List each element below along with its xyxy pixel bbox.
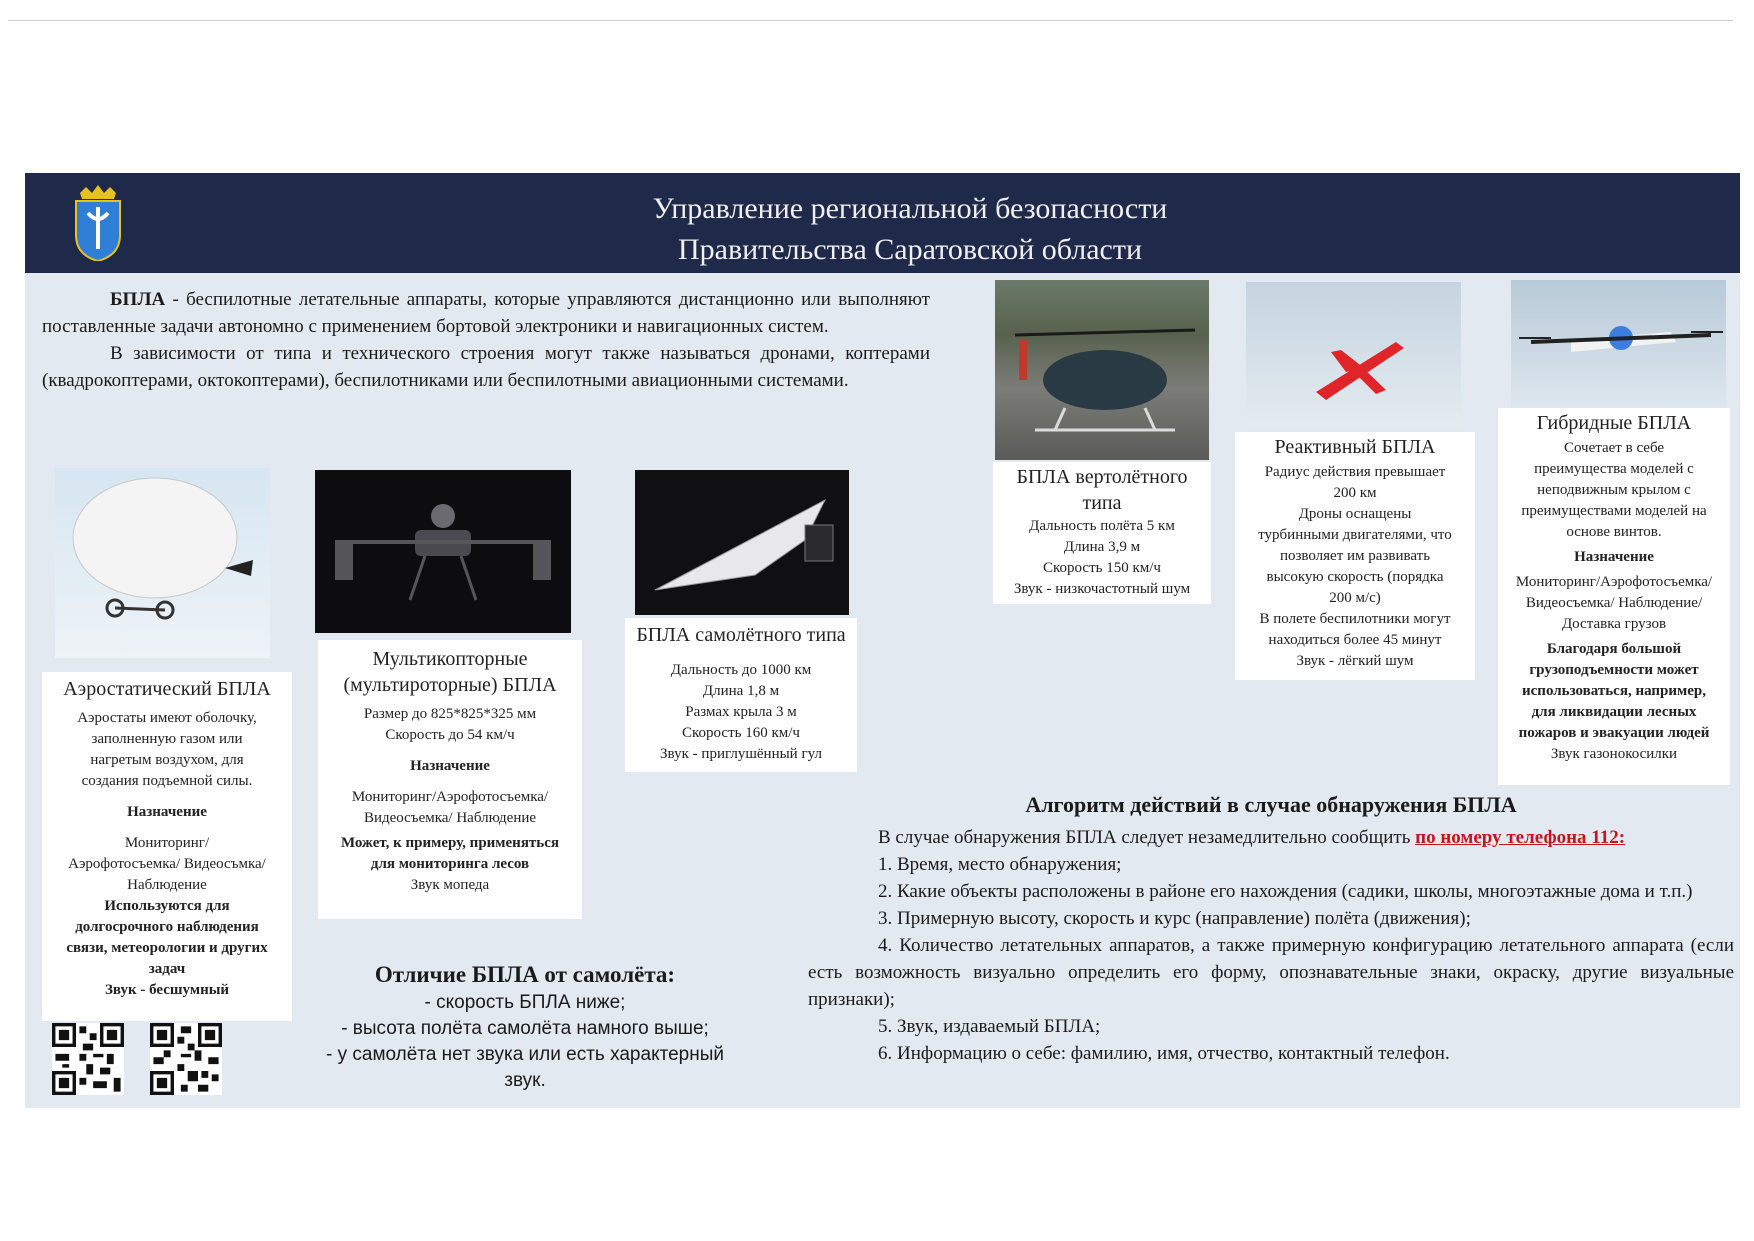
card-hybrid-note: использоваться, например, [1522, 683, 1706, 699]
card-fixed-wing-spec: Размах крыла 3 м [685, 704, 797, 720]
card-jet-text: 200 км [1333, 485, 1377, 501]
card-helicopter-sound: Звук - низкочастотный шум [1013, 581, 1191, 597]
jet-image [1246, 282, 1461, 427]
card-aerostatic-purpose: Наблюдение [127, 877, 207, 893]
difference-item: - у самолёта нет звука или есть характерный [326, 1044, 724, 1065]
algorithm-step: 2. Какие объекты расположены в районе его нахождения (садики, школы, многоэтажные дома и т.п.) [878, 881, 1693, 902]
card-aerostatic-note: Используются для [104, 898, 230, 914]
card-hybrid-text: преимуществами моделей на [1521, 503, 1707, 519]
card-multicopter-purpose: Мониторинг/Аэрофотосъемка/ [351, 789, 549, 805]
algorithm-step: 4. Количество летательных аппаратов, а также примерную конфигурацию летательного аппарата (если есть возможность визуально определить его форму, опознавательные знаки, окраску, другие визуальные признаки); [808, 935, 1734, 1010]
card-aerostatic-text: Аэростаты имеют оболочку, [77, 710, 257, 726]
card-multicopter-spec: Размер до 825*825*325 мм [363, 706, 537, 722]
intro-text [42, 286, 930, 394]
card-hybrid-text: преимущества моделей с [1534, 461, 1694, 477]
card-aerostatic-purpose: Мониторинг/ [124, 835, 210, 851]
card-helicopter [993, 462, 1211, 604]
title-line-1: Управление региональной безопасности [652, 192, 1168, 225]
saratov-emblem-icon [70, 185, 126, 261]
card-fixed-wing [625, 618, 857, 772]
card-fixed-wing-title: БПЛА самолётного типа [636, 624, 846, 646]
card-aerostatic-note: связи, метеорологии и других [66, 940, 268, 956]
card-multicopter-note: Может, к примеру, применяться [340, 835, 560, 851]
card-aerostatic-note: задач [148, 961, 186, 977]
algorithm-step: 5. Звук, издаваемый БПЛА; [878, 1016, 1101, 1037]
algorithm-step: 6. Информацию о себе: фамилию, имя, отчество, контактный телефон. [878, 1043, 1450, 1064]
qr-code-icon[interactable] [150, 1023, 222, 1095]
qr-code-icon[interactable] [52, 1023, 124, 1095]
card-aerostatic-purpose: Аэрофотосъемка/ Видеосъмка/ [68, 856, 266, 872]
aerostat-photo [55, 468, 270, 658]
aerostat-image [55, 468, 270, 658]
hybrid-photo [1511, 280, 1726, 408]
card-jet [1235, 432, 1475, 680]
card-hybrid-purpose: Доставка грузов [1561, 616, 1667, 632]
algorithm-heading: Алгоритм действий в случае обнаружения БПЛА [1025, 792, 1517, 817]
card-hybrid-note: Благодаря большой [1546, 641, 1682, 657]
card-aerostatic-sound: Звук - бесшумный [104, 982, 230, 998]
card-jet-text: 200 м/с) [1329, 590, 1381, 606]
intro-term: БПЛА [110, 289, 166, 310]
card-jet-text: Радиус действия превышает [1264, 464, 1446, 480]
card-helicopter-title-1: БПЛА вертолётного [1016, 466, 1188, 488]
card-hybrid-purpose: Мониторинг/Аэрофотосъемка/ [1515, 574, 1713, 590]
jet-photo [1246, 282, 1461, 427]
helicopter-photo [995, 280, 1209, 460]
intro-paragraph-2: В зависимости от типа и технического строения могут также называться дронами, коптерами (квадрокоптерами, октокоптерами), беспилотниками или беспилотными авиационными системами. [42, 343, 930, 391]
card-jet-sound: Звук - лёгкий шум [1296, 653, 1414, 669]
card-aerostatic-purpose-heading: Назначение [127, 804, 207, 820]
card-jet-title: Реактивный БПЛА [1274, 436, 1436, 458]
multicopter-photo [315, 470, 571, 633]
card-jet-text: позволяет им развивать [1279, 548, 1431, 564]
card-multicopter-title-2: (мультироторные) БПЛА [343, 674, 557, 696]
card-multicopter [318, 640, 582, 919]
fixed-wing-photo [635, 470, 849, 615]
difference-item: - скорость БПЛА ниже; [424, 992, 626, 1013]
algorithm-section [808, 790, 1734, 1067]
algorithm-intro-text: В случае обнаружения БПЛА следует незамедлительно сообщить [878, 827, 1416, 848]
difference-item: звук. [504, 1070, 546, 1091]
difference-item: - высота полёта самолёта намного выше; [341, 1018, 709, 1039]
card-fixed-wing-sound: Звук - приглушённый гул [660, 746, 822, 762]
card-jet-text: турбинными двигателями, что [1258, 527, 1452, 543]
card-hybrid-purpose-heading: Назначение [1574, 549, 1654, 565]
card-hybrid-title: Гибридные БПЛА [1536, 412, 1692, 434]
card-hybrid-text: Сочетает в себе [1563, 440, 1665, 456]
card-fixed-wing-spec: Скорость 160 км/ч [682, 725, 800, 741]
algorithm-step: 3. Примерную высоту, скорость и курс (направление) полёта (движения); [878, 908, 1471, 929]
card-fixed-wing-spec: Дальность до 1000 км [670, 662, 812, 678]
card-jet-text: В полете беспилотники могут [1259, 611, 1451, 627]
card-helicopter-title-2: типа [1082, 492, 1122, 514]
card-hybrid-note: для ликвидации лесных [1531, 704, 1697, 720]
card-multicopter-purpose: Видеосъемка/ Наблюдение [363, 810, 537, 826]
card-fixed-wing-spec: Длина 1,8 м [702, 683, 780, 699]
card-aerostatic-text: нагретым воздухом, для [90, 752, 244, 768]
fixed-wing-image [635, 470, 849, 615]
card-multicopter-sound: Звук мопеда [410, 877, 490, 893]
title-line-2: Правительства Саратовской области [677, 233, 1143, 266]
intro-paragraph-1 [42, 286, 930, 340]
difference-section [320, 960, 730, 1094]
card-multicopter-spec: Скорость до 54 км/ч [385, 727, 515, 743]
card-hybrid-purpose: Видеосъемка/ Наблюдение/ [1525, 595, 1703, 611]
hybrid-image [1511, 280, 1726, 408]
card-multicopter-purpose-heading: Назначение [410, 758, 490, 774]
algorithm-step: 1. Время, место обнаружения; [878, 854, 1122, 875]
card-aerostatic-note: долгосрочного наблюдения [75, 919, 259, 935]
helicopter-image [995, 280, 1209, 460]
page-title [560, 188, 1260, 270]
emergency-phone-link[interactable]: по номеру телефона 112: [1415, 827, 1626, 848]
algorithm-intro [808, 824, 1734, 851]
card-hybrid-sound: Звук газонокосилки [1550, 746, 1678, 762]
intro-definition: - беспилотные летательные аппараты, которые управляются дистанционно или выполняют поставленные задачи автономно с применением бортовой электроники и навигационных систем. [42, 289, 930, 337]
card-jet-text: находиться более 45 минут [1268, 632, 1442, 648]
card-multicopter-note: для мониторинга лесов [370, 856, 530, 872]
card-helicopter-spec: Скорость 150 км/ч [1043, 560, 1161, 576]
card-multicopter-title-1: Мультикопторные [372, 648, 528, 670]
card-helicopter-spec: Длина 3,9 м [1063, 539, 1141, 555]
card-hybrid-text: основе винтов. [1566, 524, 1662, 540]
multicopter-image [315, 470, 571, 633]
card-aerostatic [42, 672, 292, 1021]
card-hybrid-note: грузоподъемности может [1529, 662, 1699, 678]
difference-heading: Отличие БПЛА от самолёта: [374, 962, 676, 987]
card-helicopter-spec: Дальность полёта 5 км [1029, 518, 1175, 534]
card-hybrid [1498, 408, 1730, 785]
card-hybrid-text: неподвижным крылом с [1537, 482, 1691, 498]
scan-top-edge [8, 0, 1733, 21]
card-aerostatic-text: заполненную газом или [91, 731, 243, 747]
card-jet-text: Дроны оснащены [1298, 506, 1412, 522]
card-aerostatic-text: создания подъемной силы. [81, 773, 253, 789]
card-hybrid-note: пожаров и эвакуации людей [1518, 725, 1710, 741]
card-jet-text: высокую скорость (порядка [1266, 569, 1444, 585]
card-aerostatic-title: Аэростатический БПЛА [63, 678, 271, 700]
